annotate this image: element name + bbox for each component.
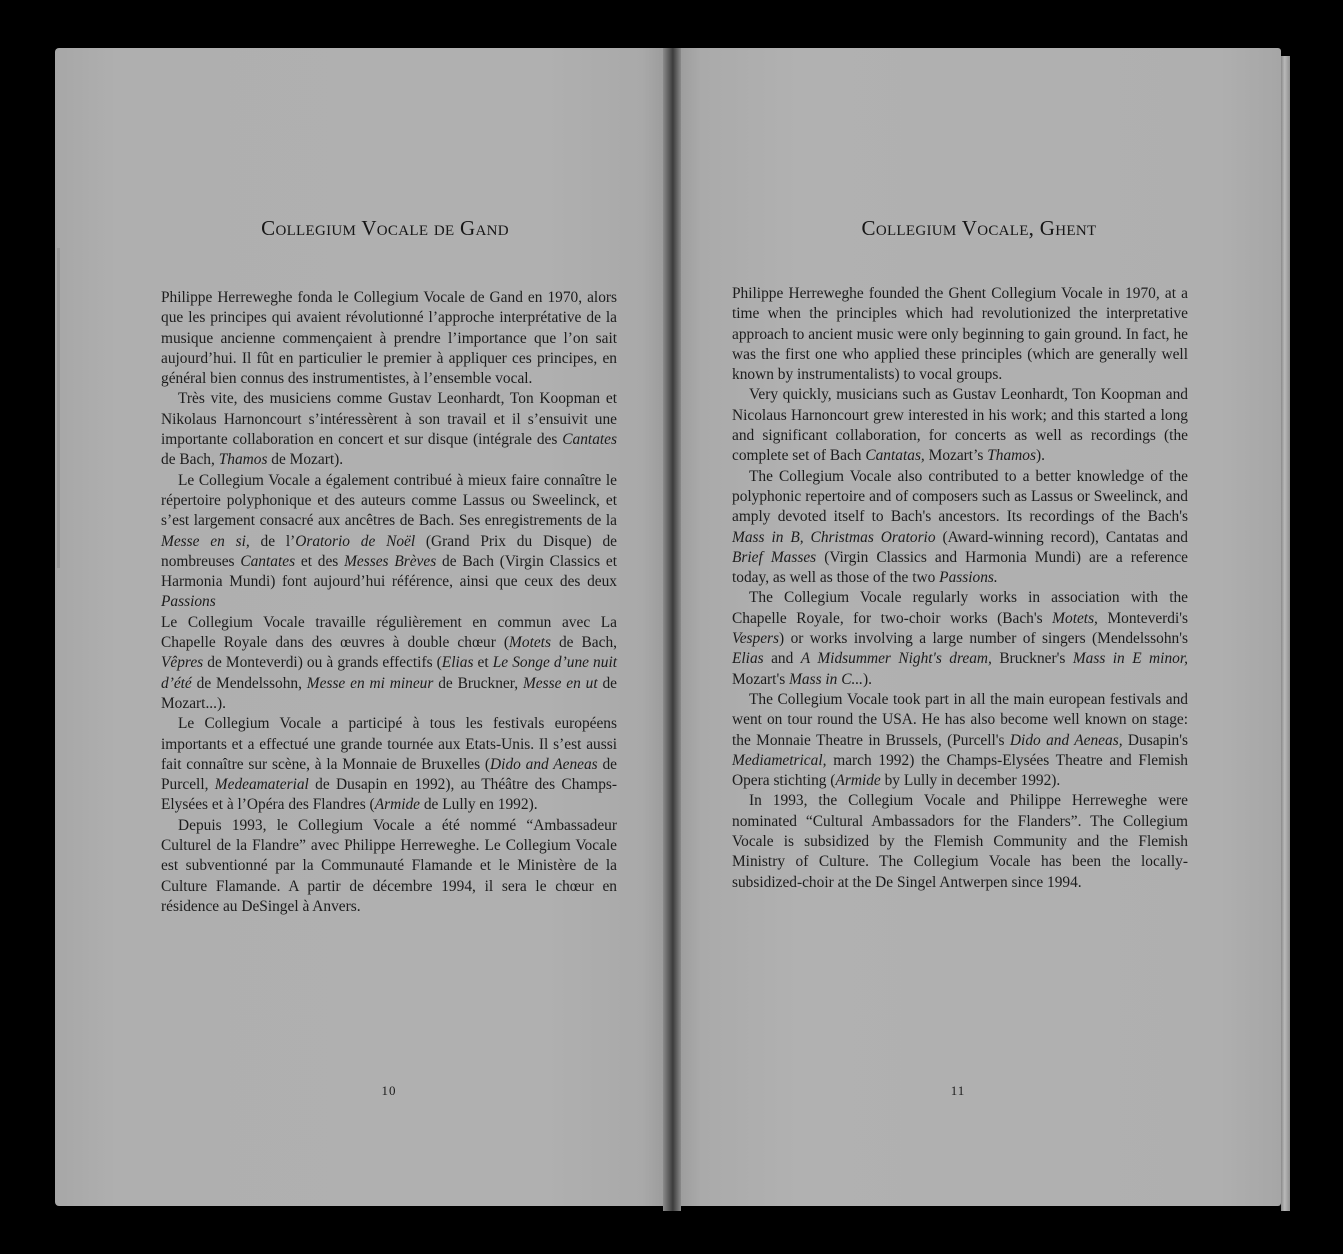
- text-run: (Virgin Classics and Harmonia Mundi) are a reference today, as well as those of the two: [732, 548, 1188, 587]
- left-page: [55, 48, 667, 1206]
- italic-title: Dido and Aeneas: [490, 755, 598, 773]
- text-run: In 1993, the Collegium Vocale and Philippe Herreweghe were nominated “Cultural Ambassadors for the Flanders”. The Collegium Vocale is subsidized by the Flemish Community and the Flemish Ministry of Culture. The Collegium Vocale has been the locally-subsidized-choir at the De Singel Antwerpen since 1994.: [732, 792, 1188, 891]
- left-page-number: 10: [381, 1083, 397, 1098]
- italic-title: Mass in B, Christmas Oratorio: [732, 528, 936, 546]
- page-crease: [57, 248, 60, 568]
- italic-title: Elias: [441, 654, 474, 672]
- text-run: Mozart’s: [924, 447, 988, 465]
- italic-title: Armide: [835, 772, 881, 790]
- italic-title: A Midsummer Night's dream,: [800, 650, 992, 668]
- italic-title: Dido and Aeneas,: [1009, 731, 1123, 749]
- italic-title: Messe en ut: [522, 674, 598, 692]
- text-run: and: [763, 650, 801, 668]
- italic-title: Cantates: [240, 552, 296, 570]
- italic-title: Cantates: [562, 431, 617, 449]
- left-paragraph-4: [161, 613, 617, 714]
- book-gutter: [663, 48, 681, 1211]
- text-run: The Collegium Vocale regularly works in association with the Chapelle Royale, for two-choir works (Bach's: [732, 589, 1188, 627]
- italic-title: Passions: [161, 593, 216, 611]
- italic-title: Oratorio de Noël: [295, 532, 416, 550]
- text-run: Le Collegium Vocale a participé à tous les festivals européens importants et a effectué une grande tournée aux Etats-Unis. Il s’est aussi fait connaître sur scène, à la Monnaie de Bruxelles (: [161, 715, 617, 773]
- text-run: ).: [1035, 447, 1045, 465]
- text-run: march 1992) the Champs-Elysées Theatre and Flemish Opera stichting (: [732, 751, 1188, 790]
- italic-title: Motets,: [1052, 609, 1098, 627]
- italic-title: Elias: [732, 650, 764, 668]
- text-run: de l’: [249, 532, 296, 550]
- text-run: The Collegium Vocale also contributed to a better knowledge of the polyphonic repertoire and of composers such as Lassus or Sweelinck, and amply devoted itself to Bach's ancestors. Its recordings of the Bach's: [732, 467, 1188, 526]
- left-paragraph-6: [161, 816, 617, 917]
- text-run: Philippe Herreweghe founded the Ghent Collegium Vocale in 1970, at a time when the principles which had revolutionized the interpretative approach to ancient music were only beginning to gain ground. In fact, he was the first one who applied these principles (which are generally well known by instrumentalists) to vocal groups.: [732, 285, 1188, 384]
- text-run: ).: [863, 670, 873, 688]
- text-run: (Award-winning record), Cantatas and: [935, 528, 1188, 546]
- italic-title: Messe en mi mineur: [306, 674, 434, 692]
- text-run: by Lully in december 1992).: [880, 772, 1061, 790]
- text-run: The Collegium Vocale took part in all the main european festivals and went on tour round the USA. He has also become well known on stage: the Monnaie Theatre in Brussels, (Purcell's: [732, 690, 1188, 749]
- italic-title: Messe en si,: [161, 532, 250, 550]
- italic-title: Vespers: [732, 630, 780, 648]
- left-page-body: [161, 288, 617, 917]
- text-run: Bruckner's: [991, 650, 1073, 668]
- italic-title: Mass in C...: [789, 670, 864, 688]
- text-run: et des: [295, 552, 345, 570]
- text-run: Monteverdi's: [1097, 609, 1189, 627]
- text-run: de Bruckner,: [433, 674, 523, 692]
- italic-title: Le Songe d’une nuit d’été: [161, 654, 617, 692]
- text-run: de Mozart...).: [161, 674, 617, 712]
- right-page-body: [732, 284, 1188, 893]
- right-paragraph-1: [732, 284, 1188, 385]
- left-page-title: Collegium Vocale de Gand: [261, 216, 509, 240]
- right-page-title: Collegium Vocale, Ghent: [861, 216, 1097, 240]
- italic-title: Armide: [374, 796, 420, 814]
- text-run: Dusapin's: [1122, 731, 1188, 749]
- text-run: Mozart's: [732, 670, 790, 688]
- right-paragraph-5: [732, 690, 1188, 791]
- italic-title: Medeamaterial: [214, 776, 309, 794]
- text-run: Depuis 1993, le Collegium Vocale a été nommé “Ambassadeur Culturel de la Flandre” avec Philippe Herreweghe. Le Collegium Vocale est subventionné par la Communauté Flamande et le Ministère de la Culture Flamande. A partir de décembre 1994, il sera le chœur en résidence au DeSingel à Anvers.: [161, 816, 617, 915]
- italic-title: Messes Brèves: [344, 552, 437, 570]
- italic-title: Mass in E minor,: [1072, 650, 1188, 668]
- text-run: Très vite, des musiciens comme Gustav Leonhardt, Ton Koopman et Nikolaus Harnoncourt s’intéressèrent à son travail et il s’ensuivit une importante collaboration en concert et sur disque (intégrale des: [161, 390, 617, 449]
- left-paragraph-3: [161, 471, 617, 613]
- right-paragraph-4: [732, 588, 1188, 689]
- italic-title: Passions.: [939, 569, 998, 587]
- text-run: de Mozart).: [267, 451, 344, 469]
- text-run: de Bach (Virgin Classics et Harmonia Mundi) font aujourd’hui référence, ainsi que ceux des deux: [161, 552, 617, 591]
- right-paragraph-3: [732, 467, 1188, 589]
- page-block-edge: [1281, 56, 1290, 1211]
- text-run: de Bach,: [161, 451, 219, 469]
- right-page: [677, 48, 1281, 1206]
- text-run: de Purcell,: [161, 755, 617, 794]
- text-run: de Bach,: [550, 634, 617, 652]
- text-run: Philippe Herreweghe fonda le Collegium Vocale de Gand en 1970, alors que les principes qui avaient révolutionné l’approche interprétative de la musique ancienne commençaient à prendre l’importance que l’on sait aujourd’hui. Il fût en particulier le premier à appliquer ces principes, en général bien connus des instrumentistes, à l’ensemble vocal.: [161, 289, 617, 388]
- text-run: de Mendelssohn,: [191, 674, 307, 692]
- text-run: Le Collegium Vocale travaille régulièrement en commun avec La Chapelle Royale dans des œuvres à double chœur (: [161, 613, 617, 652]
- open-booklet: [55, 48, 1290, 1211]
- text-run: et: [473, 654, 493, 672]
- italic-title: Cantatas,: [865, 447, 925, 465]
- text-run: ) or works involving a large number of singers (Mendelssohn's: [779, 630, 1188, 648]
- text-run: Very quickly, musicians such as Gustav Leonhardt, Ton Koopman and Nicolaus Harnoncourt grew interested in his work; and this started a long and significant collaboration, for concerts as well as recordings (the complete set of Bach: [732, 386, 1188, 465]
- right-paragraph-2: [732, 385, 1188, 466]
- text-run: (Grand Prix du Disque) de nombreuses: [161, 532, 617, 570]
- italic-title: Brief Masses: [732, 548, 817, 566]
- italic-title: Thamos: [218, 451, 268, 469]
- right-page-number: 11: [950, 1083, 966, 1098]
- text-run: Le Collegium Vocale a également contribué à mieux faire connaître le répertoire polyphonique et des auteurs comme Lassus ou Sweelinck, et s’est largement consacré aux ancêtres de Bach. Ses enregistrements de la: [161, 471, 617, 530]
- italic-title: Vêpres: [161, 654, 204, 672]
- left-paragraph-5: [161, 714, 617, 815]
- text-run: de Dusapin en 1992), au Théâtre des Champs-Elysées et à l’Opéra des Flandres (: [161, 776, 617, 814]
- italic-title: Thamos: [987, 447, 1036, 465]
- text-run: de Monteverdi) ou à grands effectifs (: [203, 654, 442, 672]
- italic-title: Motets: [509, 634, 551, 652]
- left-paragraph-1: [161, 288, 617, 389]
- right-paragraph-6: [732, 791, 1188, 892]
- text-run: de Lully en 1992).: [420, 796, 538, 814]
- italic-title: Mediametrical,: [732, 751, 827, 769]
- left-paragraph-2: [161, 389, 617, 470]
